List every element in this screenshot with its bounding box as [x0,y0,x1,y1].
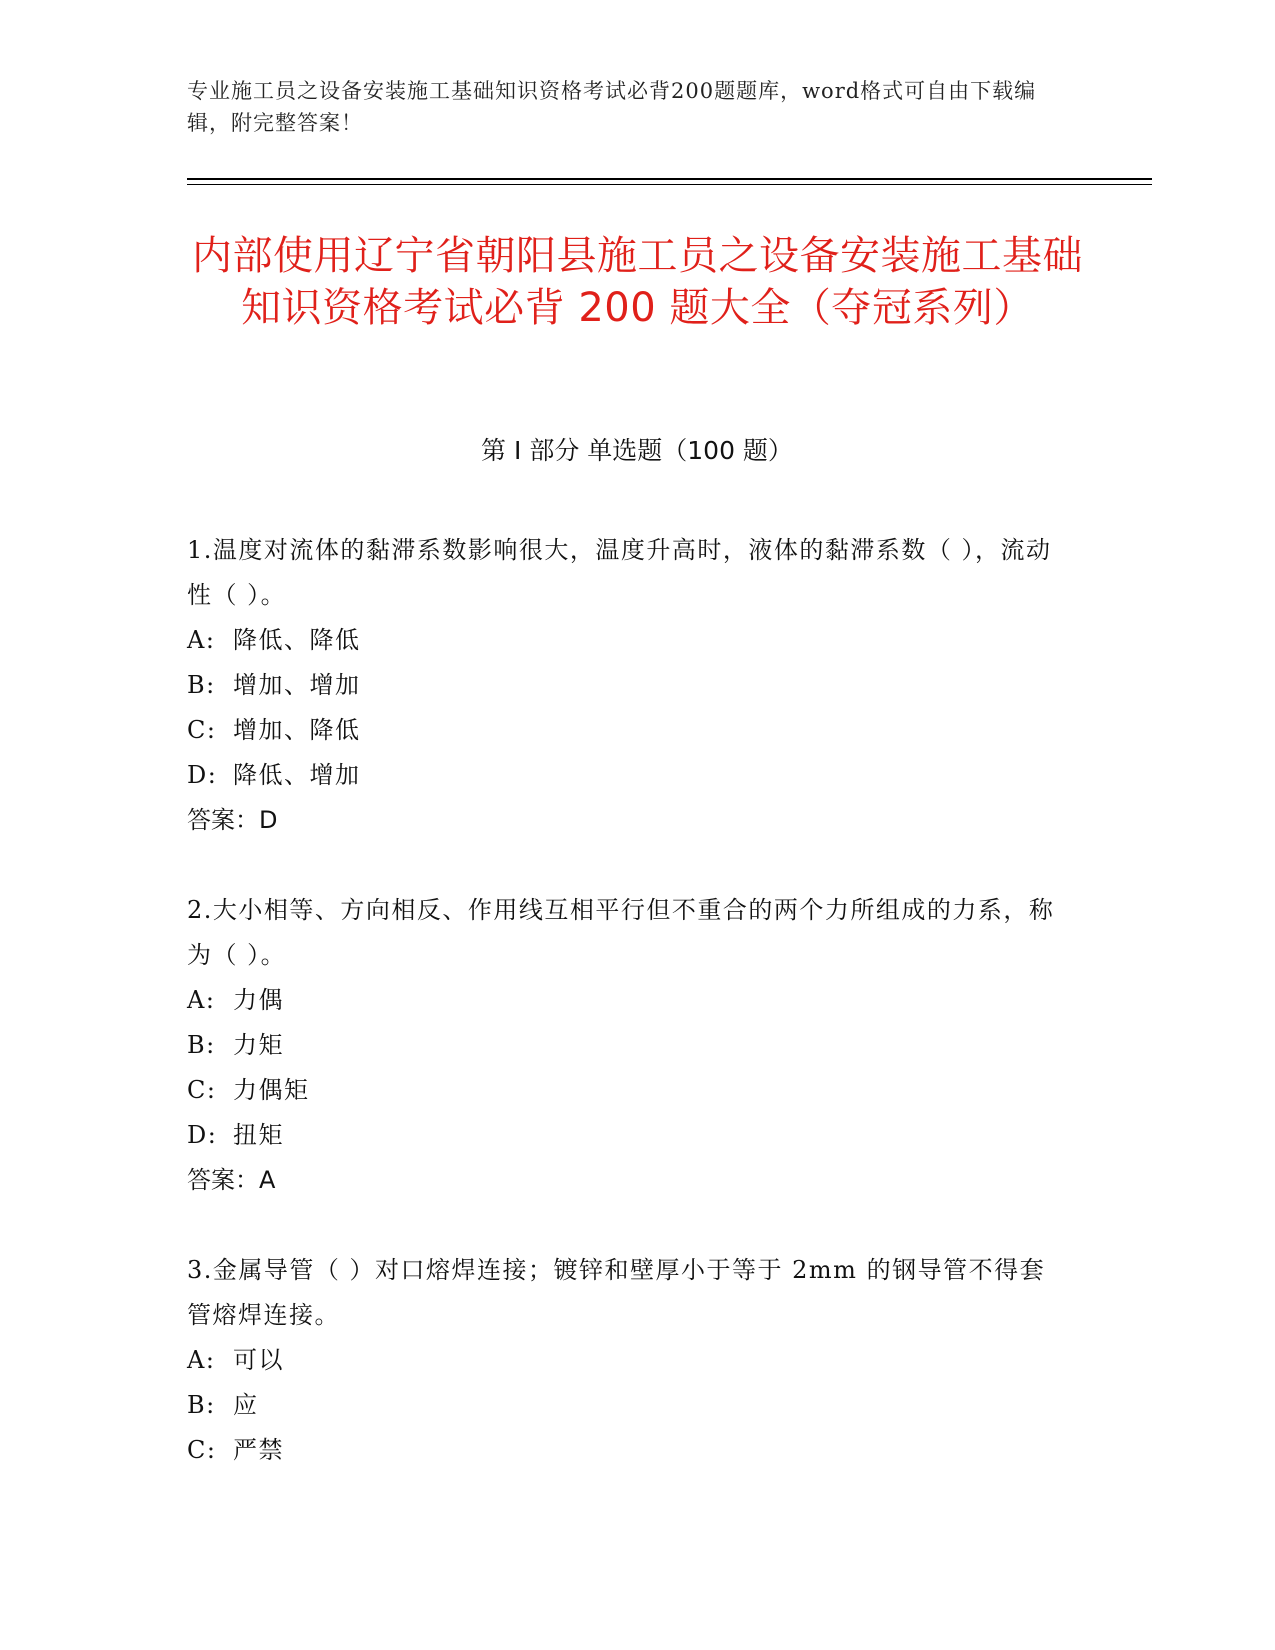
option-text: 可以 [233,1346,284,1374]
question-1 [187,528,1067,843]
option-key: A: [187,986,216,1014]
question-3 [187,1248,1067,1473]
option-a [187,1338,1067,1383]
option-text: 力偶矩 [233,1076,310,1104]
option-b [187,1023,1067,1068]
question-stem: 1.温度对流体的黏滞系数影响很大，温度升高时，液体的黏滞系数（ ），流动性（ ）。 [187,536,1052,609]
option-text: 增加、增加 [233,671,361,699]
option-text: 扭矩 [233,1121,284,1149]
question-2 [187,888,1067,1203]
option-a [187,978,1067,1023]
answer-line: 答案：D [187,806,278,834]
option-key: B: [187,1031,216,1059]
option-b [187,1383,1067,1428]
option-key: C: [187,716,217,744]
header-divider-thick [187,178,1152,180]
header-note: 专业施工员之设备安装施工基础知识资格考试必背200题题库，word格式可自由下载编辑，附完整答案！ [187,79,1037,135]
option-text: 严禁 [233,1436,284,1464]
question-stem: 3.金属导管（ ）对口熔焊连接；镀锌和壁厚小于等于 2mm 的钢导管不得套管熔焊连接。 [187,1256,1046,1329]
option-text: 降低、降低 [233,626,361,654]
option-c [187,1428,1067,1473]
option-c [187,708,1067,753]
option-text: 力矩 [233,1031,284,1059]
header-divider-thin [187,184,1152,185]
option-key: D: [187,1121,218,1149]
option-key: C: [187,1436,217,1464]
document-title: 内部使用辽宁省朝阳县施工员之设备安装施工基础知识资格考试必背 200 题大全（夺冠系列） [192,233,1083,331]
option-key: A: [187,626,216,654]
question-stem: 2.大小相等、方向相反、作用线互相平行但不重合的两个力所组成的力系，称为（ ）。 [187,896,1055,969]
option-d [187,753,1067,798]
section-heading: 第 I 部分 单选题（100 题） [481,436,793,465]
option-key: D: [187,761,218,789]
option-b [187,663,1067,708]
option-a [187,618,1067,663]
option-key: A: [187,1346,216,1374]
option-text: 增加、降低 [233,716,361,744]
option-text: 力偶 [233,986,284,1014]
option-key: B: [187,671,216,699]
option-key: B: [187,1391,216,1419]
option-d [187,1113,1067,1158]
option-c [187,1068,1067,1113]
option-text: 应 [233,1391,259,1419]
answer-line: 答案：A [187,1166,276,1194]
question-list [187,528,1067,1518]
option-text: 降低、增加 [233,761,361,789]
option-key: C: [187,1076,217,1104]
